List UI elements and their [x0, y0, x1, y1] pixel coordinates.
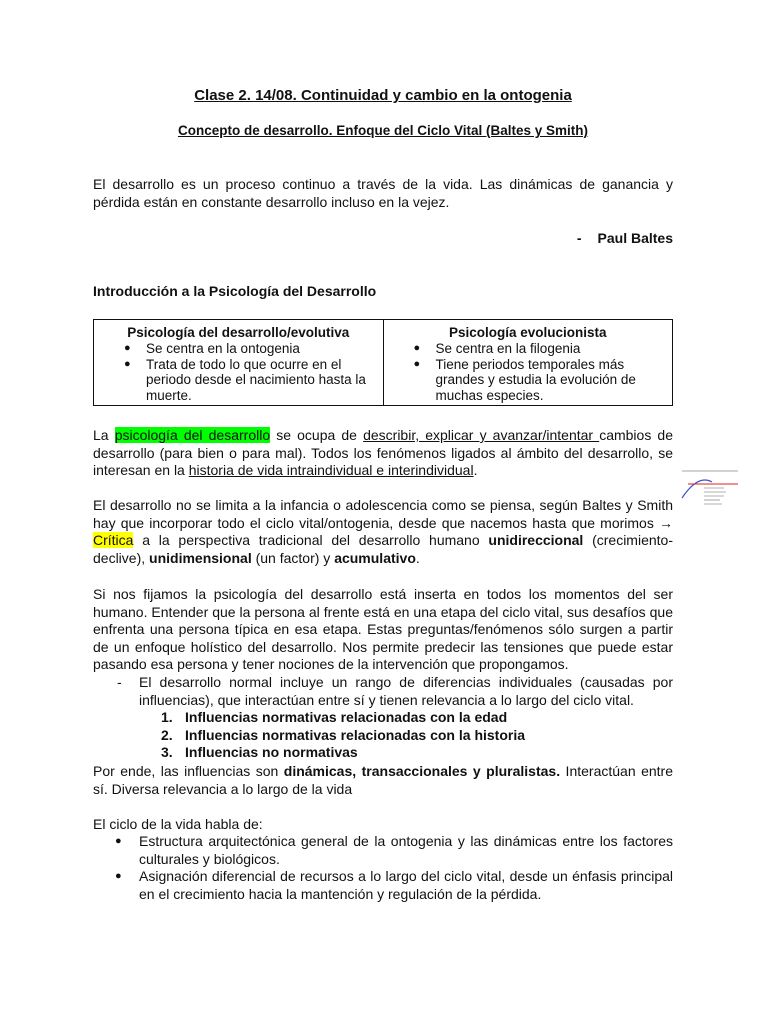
quote-author [577, 230, 673, 246]
comparison-left-cell [94, 320, 384, 406]
paragraph-cycle-intro: El ciclo de la vida habla de: [93, 816, 263, 832]
section-heading: Introducción a la Psicología del Desarrollo [93, 283, 377, 299]
list-item: ● Estructura arquitectónica general de la ontogenia y las dinámicas entre los factores culturales y biológicos. [93, 833, 673, 868]
page-subtitle: Concepto de desarrollo. Enfoque del Ciclo Vital (Baltes y Smith) [177, 123, 589, 138]
comparison-table [93, 319, 673, 406]
dash-list-item: - El desarrollo normal incluye un rango de diferencias individuales (causadas por influencias), que interactúan entre sí y tienen relevancia a lo largo del ciclo vital. [93, 674, 673, 709]
underlined-phrase: historia de vida intraindividual e interindividual [188, 462, 474, 478]
comparison-right-list [394, 341, 663, 403]
list-item: ● Se centra en la filogenia [394, 341, 663, 357]
dash-list [93, 674, 673, 762]
highlight-green: psicología del desarrollo [114, 427, 271, 443]
influences-list [93, 709, 673, 762]
quote-text: El desarrollo es un proceso continuo a través de la vida. Las dinámicas de ganancia y pérdida están en constante desarrollo incluso en la vejez. [93, 176, 673, 210]
paragraph-holistic: Si nos fijamos la psicología del desarrollo está inserta en todos los momentos del ser humano. Entender que la persona al frente está en una etapa del ciclo vital, sus desafíos que enfrenta una persona típica en esa etapa. Estas preguntas/fenómenos sólo surgen a partir de un enfoque holístico del desarrollo. Nos permite predecir las tensiones que puede estar pasando esa persona y tener nociones de la intervención que propongamos. [93, 586, 673, 672]
list-item: 2. Influencias normativas relacionadas con la historia [161, 726, 526, 743]
cycle-list [93, 833, 673, 903]
underlined-phrase: describir, explicar y avanzar/intentar [363, 427, 600, 443]
list-item: ● Se centra en la ontogenia [104, 341, 373, 357]
highlight-yellow: Crítica [93, 532, 134, 548]
lifespan-diagram-thumbnail [680, 468, 740, 513]
page-title: Clase 2. 14/08. Continuidad y cambio en la ontogenia [194, 87, 572, 104]
comparison-left-heading: Psicología del desarrollo/evolutiva [127, 325, 350, 340]
paragraph-definition: La psicología del desarrollo se ocupa de describir, explicar y avanzar/intentar cambios de desarrollo (para bien o para mal). Todos los fenómenos ligados al ámbito del desarrollo, se interesan en la historia de vida intraindividual e interindividual. [93, 427, 674, 478]
list-item: 3. Influencias no normativas [161, 744, 358, 760]
list-item: ● Trata de todo lo que ocurre en el periodo desde el nacimiento hasta la muerte. [104, 357, 373, 404]
quote-author-name: Paul Baltes [597, 230, 673, 246]
paragraph-lifespan: El desarrollo no se limita a la infancia o adolescencia como se piensa, según Baltes y Smith hay que incorporar todo el ciclo vital/ontogenia, desde que nacemos hasta que morimos → Crítica a la perspectiva tradicional del desarrollo humano unidireccional (crecimiento-declive), unidimensional (un factor) y acumulativo. [93, 497, 673, 566]
comparison-left-list [104, 341, 373, 403]
quote-dash: - [576, 230, 582, 246]
paragraph-influences: Por ende, las influencias son dinámicas, transaccionales y pluralistas. Interactúan entre sí. Diversa relevancia a lo largo de la vida [93, 763, 673, 797]
list-item: ● Asignación diferencial de recursos a lo largo del ciclo vital, desde un énfasis principal en el crecimiento hacia la mantención y regulación de la pérdida. [93, 868, 673, 903]
comparison-right-heading: Psicología evolucionista [448, 325, 607, 340]
list-item: ● Tiene periodos temporales más grandes y estudia la evolución de muchas especies. [394, 357, 663, 404]
comparison-right-cell [383, 320, 673, 406]
thumb-curve [682, 480, 712, 498]
list-item: 1. Influencias normativas relacionadas con la edad [161, 709, 508, 725]
